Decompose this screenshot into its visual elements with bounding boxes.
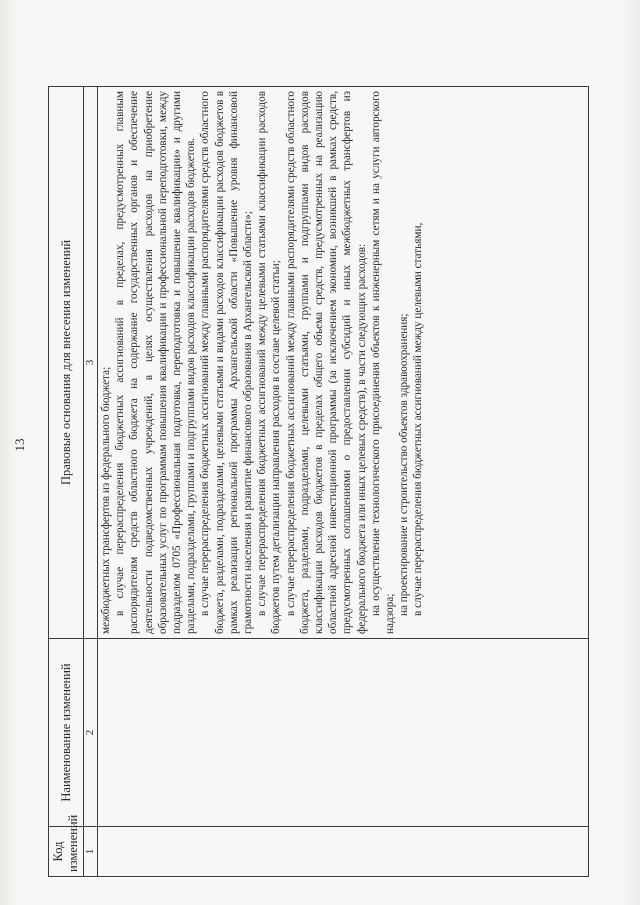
- basis-paragraph: в случае перераспределения бюджетных ассигнований между главными распорядителями средств областного бюджета, разделами, подразделами, целевыми статьями и видами расходов классификации расходов бюджетов в рамках реализации региональной программы Архангельской области «Повышение уровня финансовой грамотности населения и развитие финансового образования в Архангельской области»;: [199, 91, 255, 634]
- basis-paragraph: в случае перераспределения бюджетных ассигнований между целевыми статьями,: [412, 222, 425, 616]
- basis-paragraph: в случае перераспределения бюджетных ассигнований между целевыми статьями классификации расходов бюджетов путем детализации направления расходов в составе целевой статьи;: [256, 91, 283, 634]
- header-code: Код изменений: [49, 827, 84, 877]
- basis-paragraph: в случае перераспределения бюджетных ассигнований в пределах, предусмотренных главным распорядителям средств областного бюджета на содержание государственных органов и обеспечение деятельности подведомственных учреждений, в целях осуществления расходов на приобретение образовательных услуг по программам повышения квалификации и профессиональной переподготовки, между подразделом 0705 «Профессиональная подготовка, переподготовка и повышение квалификации» и другими разделами, подразделами, группами и подгруппами видов расходов классификации расходов бюджетов.: [114, 91, 198, 634]
- code-cell: [98, 827, 589, 877]
- basis-paragraph: на проектирование и строительство объектов здравоохранения;: [398, 313, 411, 616]
- basis-paragraph: в случае перераспределения бюджетных ассигнований между главными распорядителями средств областного бюджета, разделами, подразделами, целевыми статьями, группами и подгруппами видов расходов классификации расходов бюджетов в пределах общего объема средств, предусмотренных на реализацию областной адресной инвестиционной программы (за исключением экономии, возникшей в рамках средств, предусмотренных соглашениями о предоставлении субсидий и иных межбюджетных трансфертов из федерального бюджета или иных целевых средств), в части следующих расходов:: [284, 91, 368, 634]
- column-number: 1: [84, 827, 98, 877]
- header-basis: Правовые основания для внесения изменений: [49, 87, 84, 639]
- header-name: Наименование изменений: [49, 639, 84, 827]
- basis-paragraph: на осуществление технологического присоединения объектов к инженерным сетям и на услуги авторского надзора;: [369, 91, 397, 634]
- basis-cell: [98, 87, 589, 639]
- column-number: 2: [84, 639, 98, 827]
- changes-table: [48, 86, 589, 877]
- basis-paragraph: межбюджетных трансфертов из федерального бюджета;: [100, 366, 112, 634]
- column-number: 3: [84, 87, 98, 639]
- name-cell: [98, 639, 589, 827]
- page-number: 13: [12, 438, 27, 452]
